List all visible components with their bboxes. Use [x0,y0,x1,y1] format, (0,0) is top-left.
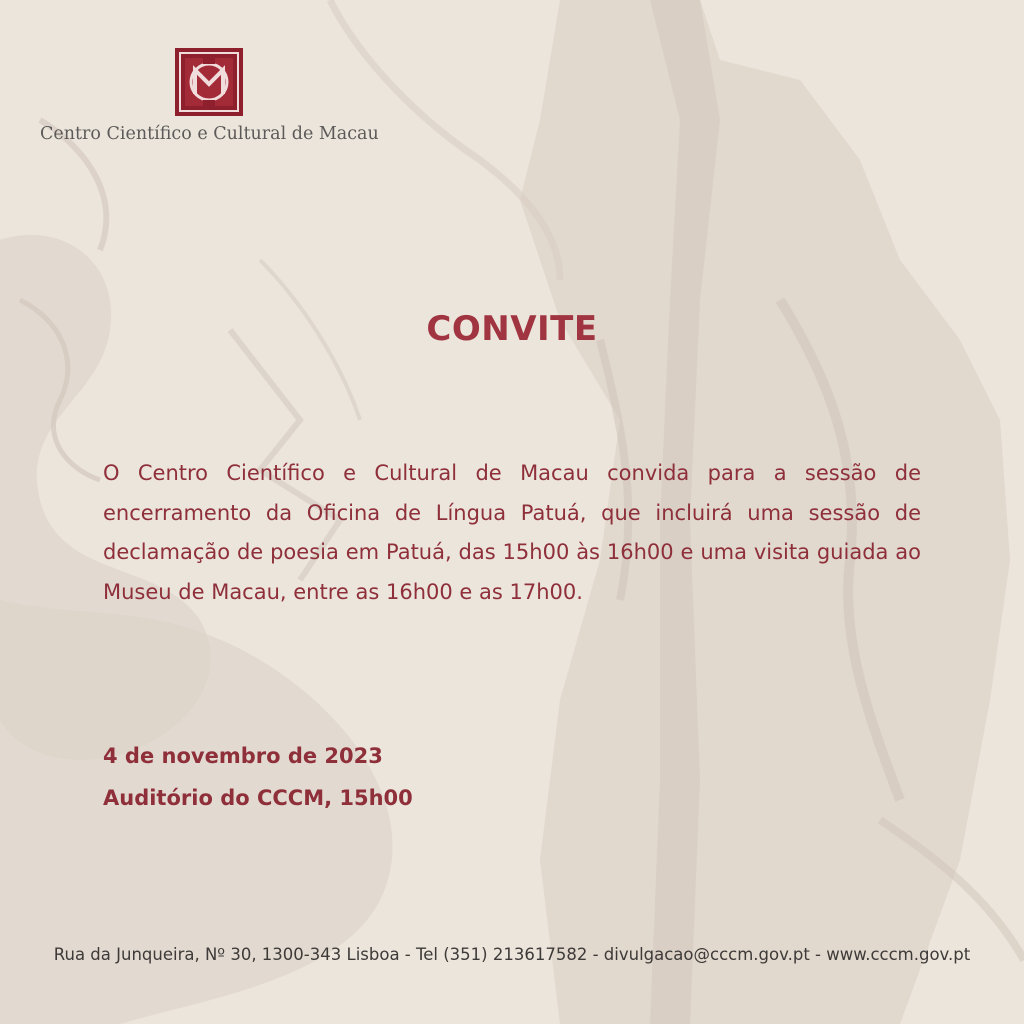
invitation-body: O Centro Científico e Cultural de Macau convida para a sessão de encerramento da Oficina de Língua Patuá, que incluirá uma sessão de declamação de poesia em Patuá, das 15h00 às 16h00 e uma visita guiada ao Museu de Macau, entre as 16h00 e as 17h00. [103,461,921,604]
page-title: CONVITE [426,309,598,349]
cccm-logo-icon [175,48,243,116]
event-venue: Auditório do CCCM, 15h00 [103,786,413,810]
event-date: 4 de novembro de 2023 [103,744,383,768]
contact-footer: Rua da Junqueira, Nº 30, 1300-343 Lisboa - Tel (351) 213617582 - divulgacao@cccm.gov.pt - www.cccm.gov.pt [53,945,971,964]
organization-name: Centro Científico e Cultural de Macau [40,124,379,144]
